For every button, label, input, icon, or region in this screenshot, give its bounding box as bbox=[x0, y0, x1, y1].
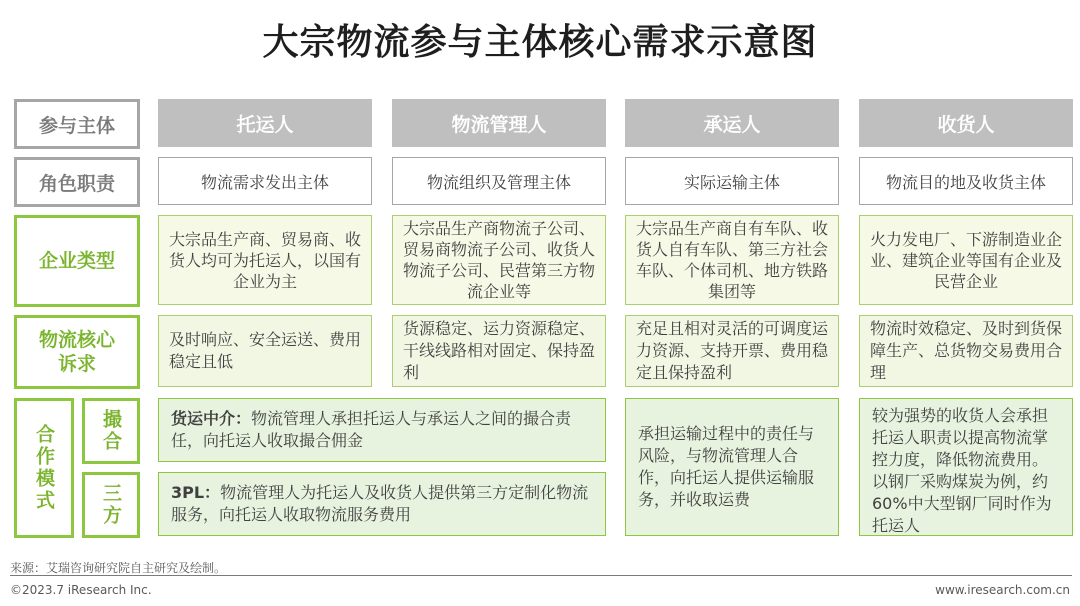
need-receiver: 物流时效稳定、及时到货保障生产、总货物交易费用合理 bbox=[859, 315, 1073, 387]
row-label-3pl bbox=[82, 472, 140, 538]
mode-matchmaking-desc bbox=[158, 398, 606, 462]
role-receiver: 物流目的地及收货主体 bbox=[859, 157, 1073, 205]
source-note: 来源：艾瑞咨询研究院自主研究及绘制。 bbox=[10, 561, 227, 575]
3pl-label-text: 三方 bbox=[100, 483, 122, 527]
role-carrier: 实际运输主体 bbox=[625, 157, 839, 205]
row-label-matchmaking bbox=[82, 398, 140, 464]
footer-divider bbox=[10, 575, 1072, 576]
header-receiver: 收货人 bbox=[859, 99, 1073, 147]
header-carrier: 承运人 bbox=[625, 99, 839, 147]
need-logistics-manager: 货源稳定、运力资源稳定、干线线路相对固定、保持盈利 bbox=[392, 315, 606, 387]
row-label-enterprise-type: 企业类型 bbox=[14, 215, 140, 307]
type-receiver: 火力发电厂、下游制造业企业、建筑企业等国有企业及民营企业 bbox=[859, 215, 1073, 305]
cooperation-mode-label-text: 合作模式 bbox=[33, 424, 55, 512]
website-link[interactable]: www.iresearch.com.cn bbox=[935, 583, 1070, 597]
mode-carrier-desc bbox=[625, 398, 839, 536]
role-logistics-manager: 物流组织及管理主体 bbox=[392, 157, 606, 205]
copyright: ©2023.7 iResearch Inc. bbox=[10, 583, 152, 597]
header-logistics-manager: 物流管理人 bbox=[392, 99, 606, 147]
mode-matchmaking-text: 物流管理人承担托运人与承运人之间的撮合责任，向托运人收取撮合佣金 bbox=[171, 409, 572, 450]
mode-3pl-title: 3PL： bbox=[171, 483, 221, 502]
type-logistics-manager: 大宗品生产商物流子公司、贸易商物流子公司、收货人物流子公司、民营第三方物流企业等 bbox=[392, 215, 606, 305]
need-carrier: 充足且相对灵活的可调度运力资源、支持开票、费用稳定且保持盈利 bbox=[625, 315, 839, 387]
mode-3pl-desc bbox=[158, 472, 606, 536]
mode-receiver-text: 较为强势的收货人会承担托运人职责以提高物流掌控力度，降低物流费用。以钢厂采购煤炭为例，约60%中大型钢厂同时作为托运人 bbox=[872, 406, 1052, 535]
row-label-participant: 参与主体 bbox=[14, 99, 140, 149]
row-label-cooperation-mode bbox=[14, 398, 74, 538]
header-shipper: 托运人 bbox=[158, 99, 372, 147]
core-need-label-text: 物流核心诉求 bbox=[38, 329, 115, 375]
mode-matchmaking-title: 货运中介： bbox=[171, 409, 252, 428]
mode-3pl-text: 物流管理人为托运人及收货人提供第三方定制化物流服务，向托运人收取物流服务费用 bbox=[171, 483, 589, 524]
type-shipper: 大宗品生产商、贸易商、收货人均可为托运人，以国有企业为主 bbox=[158, 215, 372, 305]
role-shipper: 物流需求发出主体 bbox=[158, 157, 372, 205]
page-title: 大宗物流参与主体核心需求示意图 bbox=[262, 22, 818, 63]
row-label-core-need bbox=[14, 315, 140, 389]
matchmaking-label-text: 撮合 bbox=[100, 409, 122, 453]
mode-carrier-text: 承担运输过程中的责任与风险，与物流管理人合作，向托运人提供运输服务，并收取运费 bbox=[638, 424, 815, 509]
type-carrier: 大宗品生产商自有车队、收货人自有车队、第三方社会车队、个体司机、地方铁路集团等 bbox=[625, 215, 839, 305]
row-label-role: 角色职责 bbox=[14, 157, 140, 207]
need-shipper: 及时响应、安全运送、费用稳定且低 bbox=[158, 315, 372, 387]
mode-receiver-desc bbox=[859, 398, 1073, 536]
